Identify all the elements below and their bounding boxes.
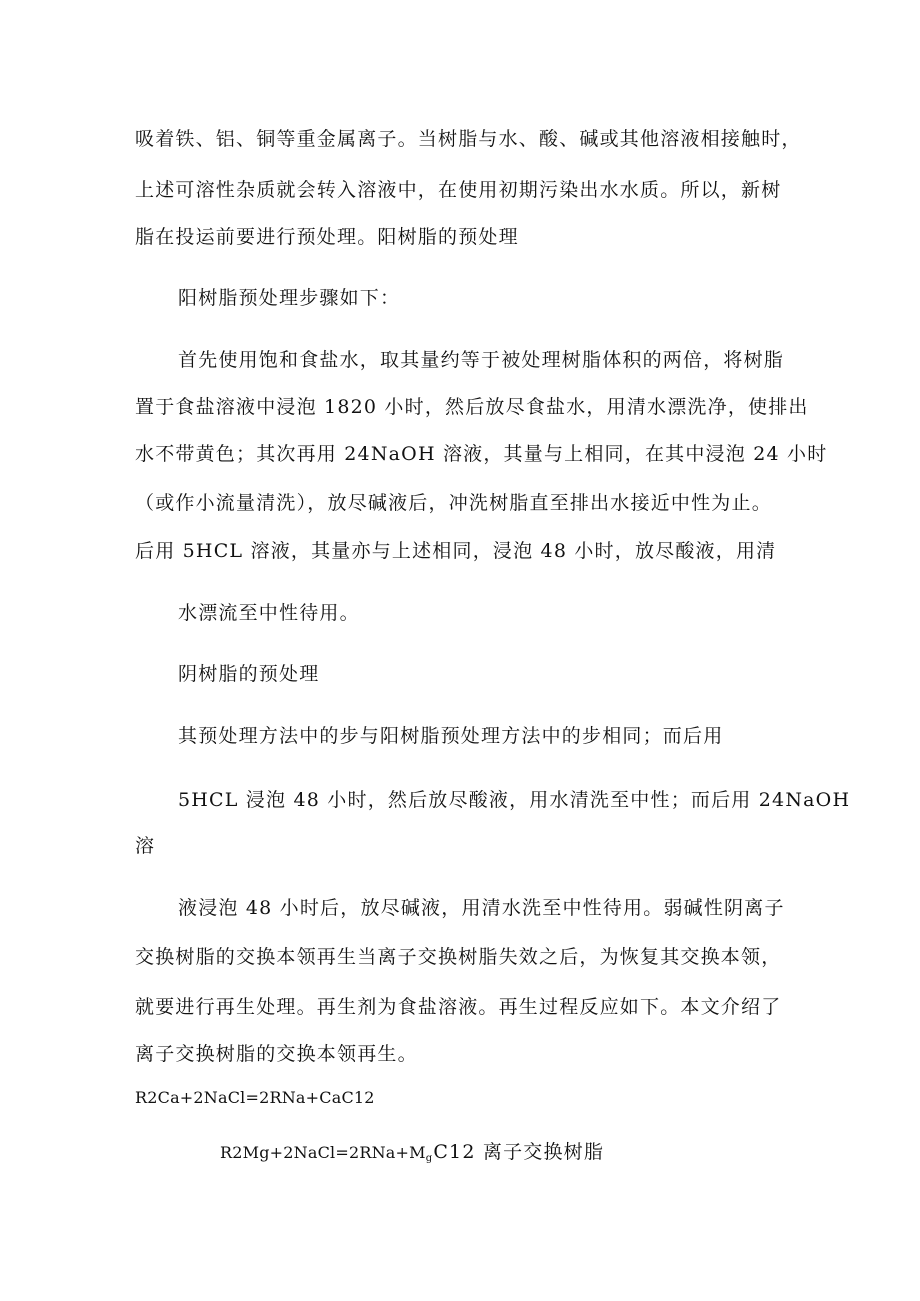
equation-2-main: R2Mg+2NaCl=2RNa+M: [220, 1143, 426, 1162]
anion-line-1: 其预处理方法中的步与阳树脂预处理方法中的步相同；而后用: [178, 725, 724, 747]
steps-line-5: 后用 5HCL 溶液，其量亦与上述相同，浸泡 48 小时，放尽酸液，用清: [135, 540, 777, 562]
equation-2: [220, 1143, 604, 1164]
equation-2-tail: C12 离子交换树脂: [433, 1141, 605, 1163]
regen-line-2: 交换树脂的交换本领再生当离子交换树脂失效之后，为恢复其交换本领，: [135, 946, 782, 968]
steps-line-1: 首先使用饱和食盐水，取其量约等于被处理树脂体积的两倍，将树脂: [178, 349, 785, 371]
anion-line-3: 溶: [135, 835, 156, 857]
steps-line-3: 水不带黄色；其次再用 24NaOH 溶液，其量与上相同，在其中浸泡 24 小时: [135, 443, 828, 465]
regen-line-3: 就要进行再生处理。再生剂为食盐溶液。再生过程反应如下。本文介绍了: [135, 996, 782, 1018]
paragraph-intro-line-1: 吸着铁、铝、铜等重金属离子。当树脂与水、酸、碱或其他溶液相接触时，: [135, 128, 802, 150]
steps-title: 阳树脂预处理步骤如下：: [178, 287, 401, 309]
equation-2-subscript: g: [425, 1153, 434, 1164]
anion-line-2: 5HCL 浸泡 48 小时，然后放尽酸液，用水清洗至中性；而后用 24NaOH: [178, 789, 851, 811]
anion-title: 阴树脂的预处理: [178, 663, 320, 685]
regen-line-4: 离子交换树脂的交换本领再生。: [135, 1043, 418, 1065]
steps-line-2: 置于食盐溶液中浸泡 1820 小时，然后放尽食盐水，用清水漂洗净，使排出: [135, 396, 809, 418]
steps-line-4: （或作小流量清洗），放尽碱液后，冲洗树脂直至排出水接近中性为止。: [135, 492, 772, 514]
equation-1: R2Ca+2NaCl=2RNa+CaC12: [135, 1088, 375, 1107]
steps-end: 水漂流至中性待用。: [178, 602, 360, 624]
paragraph-intro-line-3: 脂在投运前要进行预处理。阳树脂的预处理: [135, 226, 519, 248]
paragraph-intro-line-2: 上述可溶性杂质就会转入溶液中，在使用初期污染出水水质。所以，新树: [135, 179, 782, 201]
regen-line-1: 液浸泡 48 小时后，放尽碱液，用清水洗至中性待用。弱碱性阴离子: [178, 897, 785, 919]
